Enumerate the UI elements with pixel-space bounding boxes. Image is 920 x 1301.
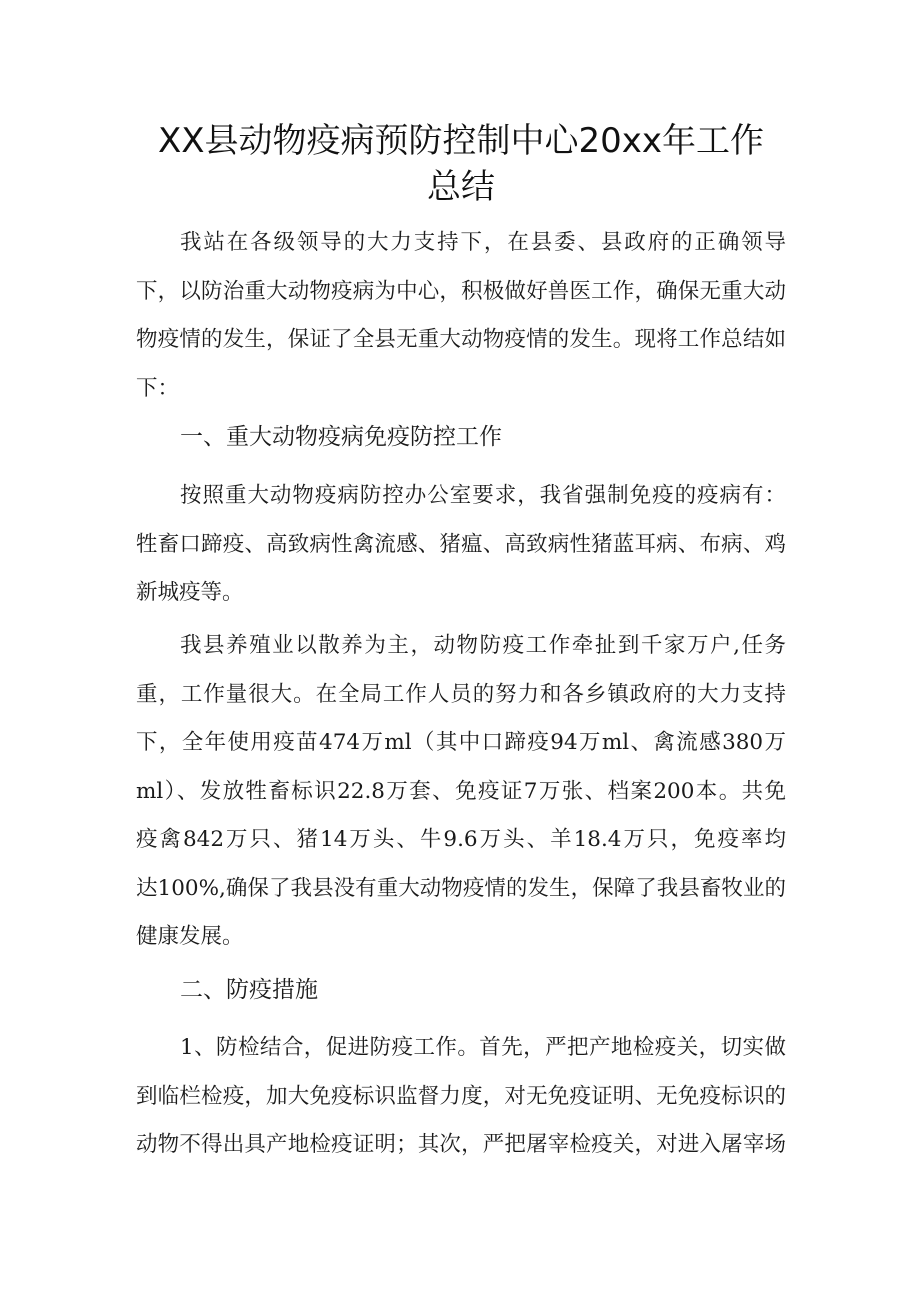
- section2-p1-line-2: 到临栏检疫，加大免疫标识监督力度，对无免疫证明、无免疫标识的: [136, 1083, 786, 1109]
- intro-paragraph: [136, 219, 786, 413]
- section1-paragraph-1: [136, 472, 786, 618]
- section2-paragraph-1: [136, 1024, 786, 1170]
- section2-p1-line-3: 动物不得出具产地检疫证明；其次，严把屠宰检疫关，对进入屠宰场: [136, 1132, 786, 1157]
- intro-line-3: 物疫情的发生，保证了全县无重大动物疫情的发生。现将工作总结如: [136, 327, 786, 352]
- section1-p2-line-5: 疫禽842万只、猪14万头、牛9.6万头、羊18.4万只，免疫率均: [136, 827, 786, 852]
- section1-p2-line-1: 我县养殖业以散养为主，动物防疫工作牵扯到千家万户,任务: [180, 633, 786, 658]
- section1-p2-line-6: 达100%,确保了我县没有重大动物疫情的发生，保障了我县畜牧业的: [136, 875, 786, 901]
- intro-line-1: 我站在各级领导的大力支持下，在县委、县政府的正确领导: [180, 230, 786, 255]
- section2-heading: [136, 966, 786, 1015]
- section1-p1-line-2: 牲畜口蹄疫、高致病性禽流感、猪瘟、高致病性猪蓝耳病、布病、鸡: [136, 531, 786, 557]
- section1-heading-text: 一、重大动物疫病免疫防控工作: [180, 424, 502, 450]
- section1-p2-line-2: 重，工作量很大。在全局工作人员的努力和各乡镇政府的大力支持: [136, 681, 786, 707]
- title-line-1: XX县动物疫病预防控制中心20xx年工作: [157, 121, 765, 161]
- section1-p2-line-3: 下，全年使用疫苗474万ml（其中口蹄疫94万ml、禽流感380万: [136, 730, 786, 755]
- section1-p2-line-4: ml）、发放牲畜标识22.8万套、免疫证7万张、档案200本。共免: [136, 778, 786, 804]
- section1-p2-line-7: 健康发展。: [136, 924, 244, 949]
- section1-p1-line-1: 按照重大动物疫病防控办公室要求，我省强制免疫的疫病有：: [180, 483, 786, 508]
- section1-paragraph-2: [136, 622, 786, 962]
- section2-p1-line-1: 1、防检结合，促进防疫工作。首先，严把产地检疫关，切实做: [180, 1035, 786, 1060]
- section2-heading-text: 二、防疫措施: [180, 977, 318, 1003]
- section1-p1-line-3: 新城疫等。: [136, 580, 244, 605]
- document-title: [136, 118, 786, 210]
- intro-line-2: 下，以防治重大动物疫病为中心，积极做好兽医工作，确保无重大动: [136, 278, 786, 304]
- title-line-2: 总结: [427, 167, 495, 207]
- intro-line-4: 下：: [136, 375, 180, 401]
- section1-heading: [136, 413, 786, 462]
